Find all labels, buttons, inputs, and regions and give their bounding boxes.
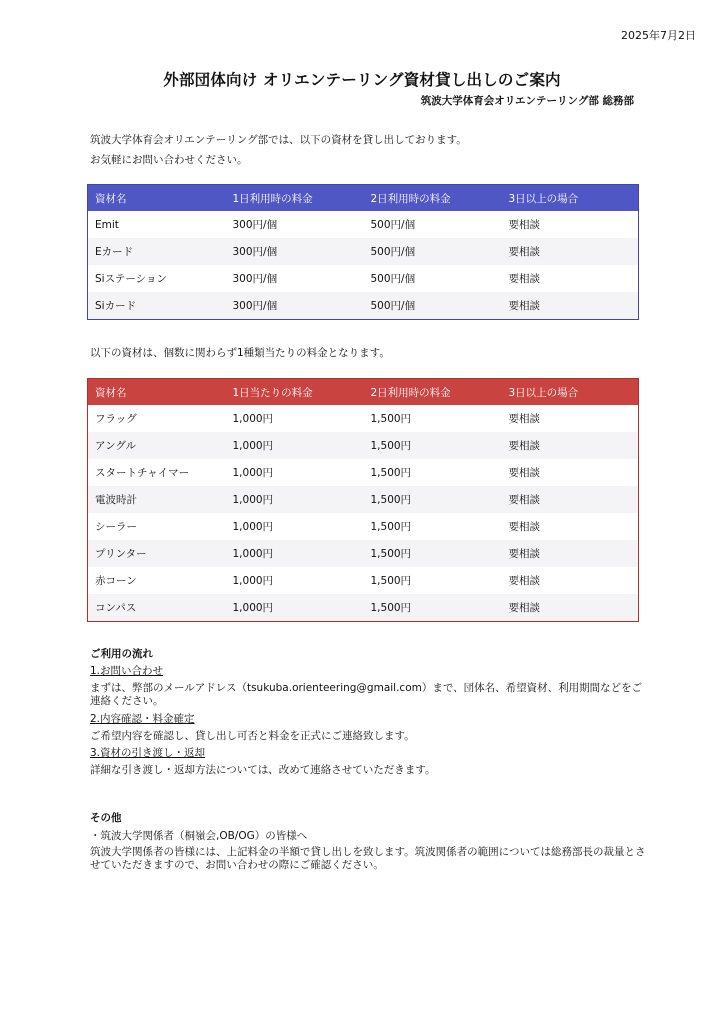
header-2day-fee: 2日利用時の料金 — [364, 379, 502, 406]
table-row — [88, 594, 639, 622]
fee-2day: 1,500円 — [370, 521, 412, 533]
item-name: コンパス — [88, 594, 226, 622]
fee-1day: 1,000円 — [232, 575, 274, 587]
header-3day-plus: 3日以上の場合 — [502, 185, 639, 212]
header-per-day-fee: 1日当たりの料金 — [226, 379, 364, 406]
table-row — [88, 432, 639, 459]
table-row — [88, 265, 639, 292]
intro-line-1: 筑波大学体育会オリエンテーリング部では、以下の資材を貸し出しております。 — [90, 134, 467, 146]
table-header-row — [88, 379, 639, 406]
fee-2day: 500円/個 — [364, 292, 502, 320]
university-members-text: 筑波大学関係者の皆様には、上記料金の半額で貸し出しを致します。筑波関係者の範囲については総務部長の裁量とさせていただきますので、お問い合わせの際にご確認ください。 — [90, 846, 646, 872]
fee-2day: 500円/個 — [370, 273, 416, 285]
item-name: シーラー — [95, 521, 137, 533]
item-name: フラッグ — [95, 413, 137, 425]
fee-3day-plus: 要相談 — [508, 413, 540, 425]
other-heading: その他 — [90, 812, 122, 824]
document-date: 2025年7月2日 — [621, 29, 696, 42]
fee-1day: 1,000円 — [226, 432, 364, 459]
table-row — [88, 567, 639, 594]
table-row — [88, 513, 639, 540]
item-name: 赤コーン — [95, 575, 137, 587]
header-1day-fee: 1日利用時の料金 — [226, 185, 364, 212]
fee-3day-plus: 要相談 — [502, 540, 639, 567]
item-name: 電波時計 — [88, 486, 226, 513]
fee-1day: 300円/個 — [226, 238, 364, 265]
step-1-title: 1.お問い合わせ — [90, 665, 164, 678]
table-row — [88, 238, 639, 265]
fee-3day-plus: 要相談 — [508, 219, 540, 231]
department-name: 筑波大学体育会オリエンテーリング部 総務部 — [420, 95, 634, 107]
table-row — [88, 486, 639, 513]
step-2-title: 2.内容確認・料金確定 — [90, 712, 195, 725]
fee-3day-plus: 要相談 — [502, 486, 639, 513]
header-item-name: 資材名 — [88, 185, 226, 212]
fee-1day: 1,000円 — [226, 540, 364, 567]
item-name: アングル — [88, 432, 226, 459]
table-row — [88, 292, 639, 320]
fee-1day: 1,000円 — [226, 594, 364, 622]
item-name: Eカード — [88, 238, 226, 265]
fee-3day-plus: 要相談 — [502, 238, 639, 265]
fee-1day: 300円/個 — [232, 219, 278, 231]
fee-2day: 500円/個 — [364, 238, 502, 265]
step-2-text: ご希望内容を確認し、貸し出し可否と料金を正式にご連絡致します。 — [90, 729, 415, 742]
fee-3day-plus: 要相談 — [508, 521, 540, 533]
header-item-name: 資材名 — [88, 379, 226, 406]
fee-2day: 1,500円 — [364, 594, 502, 622]
item-name: Siカード — [88, 292, 226, 320]
equipment-fee-table — [87, 184, 639, 320]
fee-2day: 1,500円 — [370, 467, 412, 479]
item-name: Siステーション — [95, 273, 167, 285]
fee-1day: 1,000円 — [226, 486, 364, 513]
usage-flow-heading: ご利用の流れ — [90, 648, 153, 660]
step-3-text: 詳細な引き渡し・返却方法については、改めて連絡させていただきます。 — [90, 763, 436, 776]
item-name: プリンター — [88, 540, 226, 567]
fee-3day-plus: 要相談 — [508, 273, 540, 285]
fee-2day: 1,500円 — [364, 486, 502, 513]
fee-3day-plus: 要相談 — [502, 432, 639, 459]
fee-3day-plus: 要相談 — [502, 292, 639, 320]
per-type-fee-note: 以下の資材は、個数に関わらず1種類当たりの料金となります。 — [90, 347, 390, 359]
fee-1day: 1,000円 — [232, 467, 274, 479]
fee-2day: 1,500円 — [364, 540, 502, 567]
fee-2day: 500円/個 — [370, 219, 416, 231]
table-row — [88, 211, 639, 238]
university-members-title: ・筑波大学関係者（桐嶺会,OB/OG）の皆様へ — [90, 830, 308, 843]
table-row — [88, 459, 639, 486]
header-3day-plus: 3日以上の場合 — [502, 379, 639, 406]
fee-2day: 1,500円 — [370, 413, 412, 425]
table-row — [88, 540, 639, 567]
fee-1day: 300円/個 — [232, 273, 278, 285]
intro-line-2: お気軽にお問い合わせください。 — [90, 154, 248, 166]
table-row — [88, 405, 639, 432]
header-2day-fee: 2日利用時の料金 — [364, 185, 502, 212]
fee-3day-plus: 要相談 — [502, 594, 639, 622]
per-type-fee-table — [87, 378, 639, 622]
fee-1day: 1,000円 — [232, 413, 274, 425]
usage-flow-section — [90, 648, 650, 781]
step-3-title: 3.資材の引き渡し・返却 — [90, 746, 206, 759]
step-1-text: まずは、弊部のメールアドレス（tsukuba.orienteering@gmail.com）まで、団体名、希望資材、利用期間などをご連絡ください。 — [90, 682, 643, 708]
fee-1day: 1,000円 — [232, 521, 274, 533]
item-name: Emit — [95, 218, 119, 231]
fee-3day-plus: 要相談 — [508, 467, 540, 479]
other-section — [90, 812, 650, 873]
table-header-row — [88, 185, 639, 212]
item-name: スタートチャイマー — [95, 467, 190, 479]
fee-2day: 1,500円 — [364, 432, 502, 459]
page-title: 外部団体向け オリエンテーリング資材貸し出しのご案内 — [163, 71, 561, 89]
fee-2day: 1,500円 — [370, 575, 412, 587]
fee-1day: 300円/個 — [226, 292, 364, 320]
fee-3day-plus: 要相談 — [508, 575, 540, 587]
